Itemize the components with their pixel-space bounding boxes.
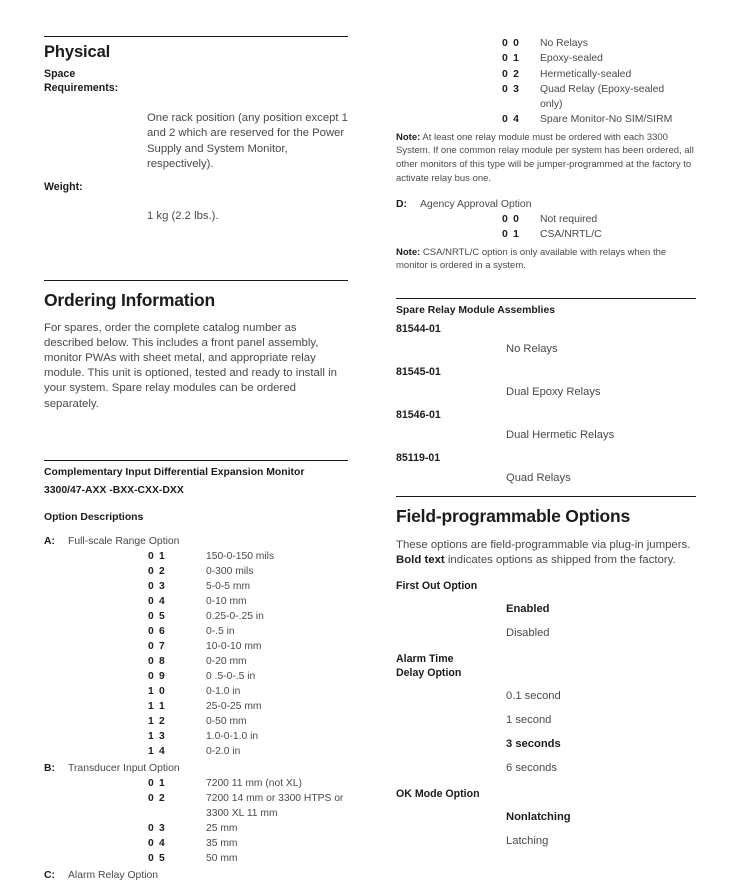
option-a-letter: A: [44,535,55,547]
option-row [396,112,696,127]
agency-note-label: Note: [396,246,421,258]
catalog-rule [44,460,348,461]
weight-value: 1 kg (2.2 lbs.). [147,210,219,223]
relay-note [396,131,696,185]
option-code: 0 1 [502,229,521,241]
option-desc: Spare Monitor-No SIM/SIRM [540,114,673,126]
option-desc: No Relays [540,38,588,49]
option-row [44,669,348,684]
option-row [44,639,348,654]
option-row [44,714,348,729]
option-row [44,594,348,609]
option-desc: 7200 11 mm (not XL) [206,777,302,789]
option-row [44,579,348,594]
option-desc: 0-1.0 in [206,685,241,697]
alarm-time-delay-label-line2: Delay Option [396,667,462,680]
first-out-option-value: Disabled [506,627,550,640]
option-desc: 50 mm [206,852,238,864]
option-row [396,227,696,242]
option-c-rows-group [396,36,696,128]
option-b-group [44,761,348,866]
option-desc: 0-50 mm [206,715,247,727]
option-code: 0 1 [148,777,166,789]
alarm-time-delay-value: 0.1 second [506,690,561,703]
option-a-title: Full-scale Range Option [68,535,180,547]
ok-mode-option-value: Latching [506,835,549,848]
weight-label: Weight: [44,180,83,193]
option-d-group [396,197,696,243]
option-row [44,791,348,806]
option-desc: 5-0-5 mm [206,580,251,592]
field-programmable-intro [396,538,696,568]
option-a-group [44,534,348,759]
option-code: 0 2 [148,565,166,577]
catalog-part-pattern: 3300/47-AXX -BXX-CXX-DXX [44,484,184,496]
option-desc: 0.25-0-.25 in [206,610,264,622]
option-code: 0 5 [148,610,166,622]
option-c-group [44,868,348,883]
option-code: 0 2 [148,792,166,804]
option-d-title: Agency Approval Option [420,199,532,211]
option-desc: 150-0-150 mils [206,550,275,562]
option-code: 0 3 [148,822,166,834]
option-row [396,51,696,66]
spare-relay-rule [396,298,696,299]
option-row [44,549,348,564]
spare-relay-part-desc: Dual Epoxy Relays [506,385,601,398]
option-desc: 35 mm [206,837,238,849]
ok-mode-option-group [396,787,696,849]
right-column [396,34,696,849]
option-descriptions-heading: Option Descriptions [44,511,144,523]
option-code: 0 4 [148,837,166,849]
option-desc: Quad Relay (Epoxy-sealed [540,83,665,95]
option-desc: 7200 14 mm or 3300 HTPS or [206,792,344,804]
field-programmable-intro-bold: Bold text [396,554,445,567]
option-desc: 0-20 mm [206,655,247,667]
agency-note-text: CSA/NRTL/C option is only available with relays when the monitor is ordered in a system. [396,246,667,272]
option-row [44,654,348,669]
option-row [44,821,348,836]
spare-relay-item [396,322,696,357]
option-desc: Not required [540,214,598,226]
option-c-letter: C: [44,869,55,881]
alarm-time-delay-label-line1: Alarm Time [396,653,454,666]
option-desc: CSA/NRTL/C [540,229,602,241]
option-code: 0 6 [148,625,166,637]
spare-relay-item [396,451,696,486]
option-code: 1 4 [148,745,166,757]
spare-relay-item [396,408,696,443]
option-desc: Hermetically-sealed [540,68,632,80]
option-desc: 1.0-0-1.0 in [206,730,259,742]
option-desc: Epoxy-sealed [540,53,603,65]
option-desc: 25 mm [206,822,238,834]
option-desc-continuation: only) [540,99,563,111]
option-d-letter: D: [396,199,407,211]
option-desc: 0-300 mils [206,565,254,577]
catalog-product-name: Complementary Input Differential Expansion Monitor [44,466,305,478]
option-row [44,776,348,791]
option-row [44,624,348,639]
option-b-letter: B: [44,762,55,774]
option-row [44,609,348,624]
spare-relay-part-number: 85119-01 [396,451,441,464]
option-code: 0 0 [502,38,521,49]
option-code: 0 5 [148,852,166,864]
relay-note-label: Note: [396,131,421,143]
option-desc: 0 .5-0-.5 in [206,670,256,682]
space-requirements-label-line1: Space [44,68,76,80]
spare-relay-part-number: 81546-01 [396,408,441,421]
option-b-title: Transducer Input Option [68,762,180,774]
spare-relay-part-desc: Quad Relays [506,471,571,484]
option-row [44,744,348,759]
spare-relay-part-number: 81544-01 [396,322,441,335]
ok-mode-option-value: Nonlatching [506,811,571,824]
option-code: 1 2 [148,715,166,727]
spare-relay-item [396,365,696,400]
ordering-information-body: For spares, order the complete catalog number as described below. This includes a front panel assembly, monitor PWAs with sheet metal, and appropriate relay module. This unit is optioned, tested and ready to install in your system. Spare relay modules can be ordered separately. [44,321,337,410]
alarm-time-delay-option-group [396,652,696,776]
space-requirements-label-line2: Requirements: [44,81,119,94]
option-code: 0 2 [502,68,521,80]
option-code: 0 1 [148,550,166,562]
option-desc-continuation: 3300 XL 11 mm [206,807,278,819]
option-row [44,684,348,699]
physical-section-rule [44,36,348,37]
option-row [44,836,348,851]
option-code: 1 1 [148,700,166,712]
option-desc: 0-10 mm [206,595,247,607]
option-row [44,729,348,744]
option-code: 1 0 [148,685,166,697]
alarm-time-delay-value: 6 seconds [506,762,557,775]
agency-note [396,246,696,273]
option-desc: 0-.5 in [206,625,235,637]
option-code: 0 4 [148,595,166,607]
ordering-information-title: Ordering Information [44,289,216,310]
field-programmable-rule [396,496,696,497]
option-d-label-row [396,197,696,212]
option-row [44,851,348,866]
relay-note-text: At least one relay module must be ordered with each 3300 System. If one common relay module per system has been ordered, all other monitors of this type will be jumper-programmed at the factory to activate relay bus one. [396,131,694,184]
option-code: 0 3 [502,83,521,95]
first-out-option-label: First Out Option [396,580,478,593]
option-row [396,212,696,227]
option-code: 0 7 [148,640,166,652]
option-code: 0 8 [148,655,166,667]
option-row [396,82,696,97]
option-code: 0 0 [502,214,521,226]
left-column [44,36,348,883]
spare-relay-part-desc: No Relays [506,342,558,355]
ordering-section-rule [44,280,348,281]
option-code: 0 9 [148,670,166,682]
option-b-label-row [44,761,348,776]
option-row [44,699,348,714]
option-c-title: Alarm Relay Option [68,869,159,881]
physical-section-title: Physical [44,43,111,61]
alarm-time-delay-value: 3 seconds [506,738,561,751]
spare-relay-part-desc: Dual Hermetic Relays [506,428,615,441]
option-code: 0 1 [502,53,521,65]
option-code: 0 4 [502,114,521,126]
option-row [396,67,696,82]
first-out-option-group [396,579,696,641]
option-desc: 10-0-10 mm [206,640,262,652]
option-row [44,564,348,579]
first-out-option-value: Enabled [506,603,550,616]
field-programmable-intro-part1: These options are field-programmable via plug-in jumpers. [396,538,691,551]
option-code: 1 3 [148,730,166,742]
spare-relay-part-number: 81545-01 [396,365,441,378]
option-code: 0 3 [148,580,166,592]
option-desc: 0-2.0 in [206,745,241,757]
field-programmable-intro-part2: indicates options as shipped from the factory. [444,554,676,567]
space-requirements-value: One rack position (any position except 1 and 2 which are reserved for the Power Supply and System Monitor, respectively). [147,112,348,171]
field-programmable-title: Field-programmable Options [396,505,630,526]
option-c-label-row [44,868,348,883]
ok-mode-option-label: OK Mode Option [396,788,480,801]
alarm-time-delay-value: 1 second [506,714,552,727]
option-a-label-row [44,534,348,549]
spare-relay-title: Spare Relay Module Assemblies [396,304,555,316]
option-row [396,36,696,51]
option-desc: 25-0-25 mm [206,700,262,712]
